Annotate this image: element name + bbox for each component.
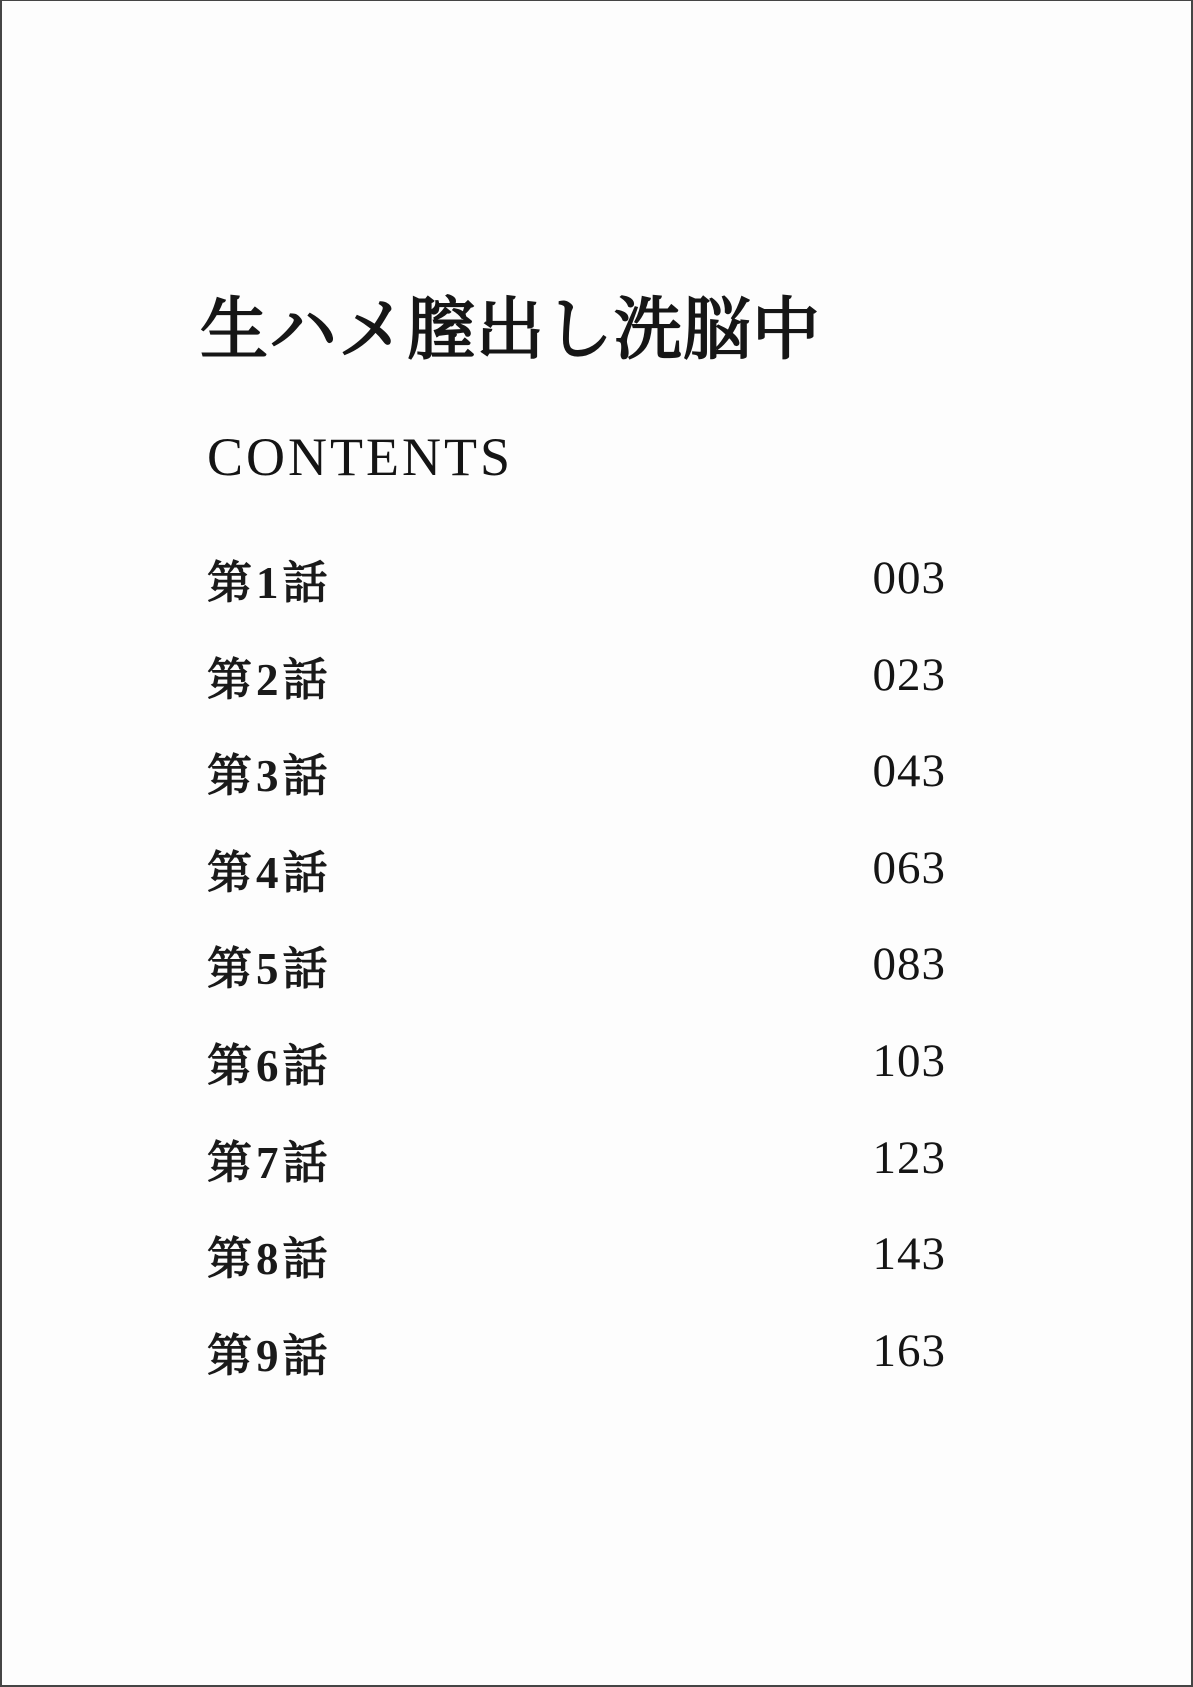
table-of-contents xyxy=(2,1,1191,1685)
chapter-page-number: 163 xyxy=(872,1325,946,1377)
chapter-label: 第1話 xyxy=(207,557,332,608)
toc-entry xyxy=(207,1132,946,1188)
chapter-label: 第6話 xyxy=(207,1040,332,1091)
chapter-label: 第5話 xyxy=(207,943,332,994)
toc-entry xyxy=(207,745,946,801)
chapter-label: 第4話 xyxy=(207,847,332,898)
chapter-page-number: 023 xyxy=(872,649,946,701)
chapter-page-number: 083 xyxy=(872,938,946,990)
book-title: 生ハメ膣出し洗脳中 xyxy=(200,292,822,368)
toc-entry xyxy=(207,1228,946,1284)
chapter-page-number: 143 xyxy=(872,1228,946,1280)
toc-entry xyxy=(207,649,946,705)
chapter-label: 第2話 xyxy=(207,654,332,705)
chapter-label: 第9話 xyxy=(207,1330,332,1381)
chapter-page-number: 123 xyxy=(872,1132,946,1184)
toc-entry xyxy=(207,1035,946,1091)
chapter-label: 第8話 xyxy=(207,1233,332,1284)
chapter-label: 第3話 xyxy=(207,750,332,801)
toc-entry xyxy=(207,552,946,608)
contents-heading: CONTENTS xyxy=(207,427,513,487)
chapter-page-number: 063 xyxy=(872,842,946,894)
chapter-page-number: 003 xyxy=(872,552,946,604)
toc-entry xyxy=(207,938,946,994)
toc-entry xyxy=(207,842,946,898)
toc-entry xyxy=(207,1325,946,1381)
chapter-label: 第7話 xyxy=(207,1137,332,1188)
chapter-page-number: 103 xyxy=(872,1035,946,1087)
chapter-page-number: 043 xyxy=(872,745,946,797)
